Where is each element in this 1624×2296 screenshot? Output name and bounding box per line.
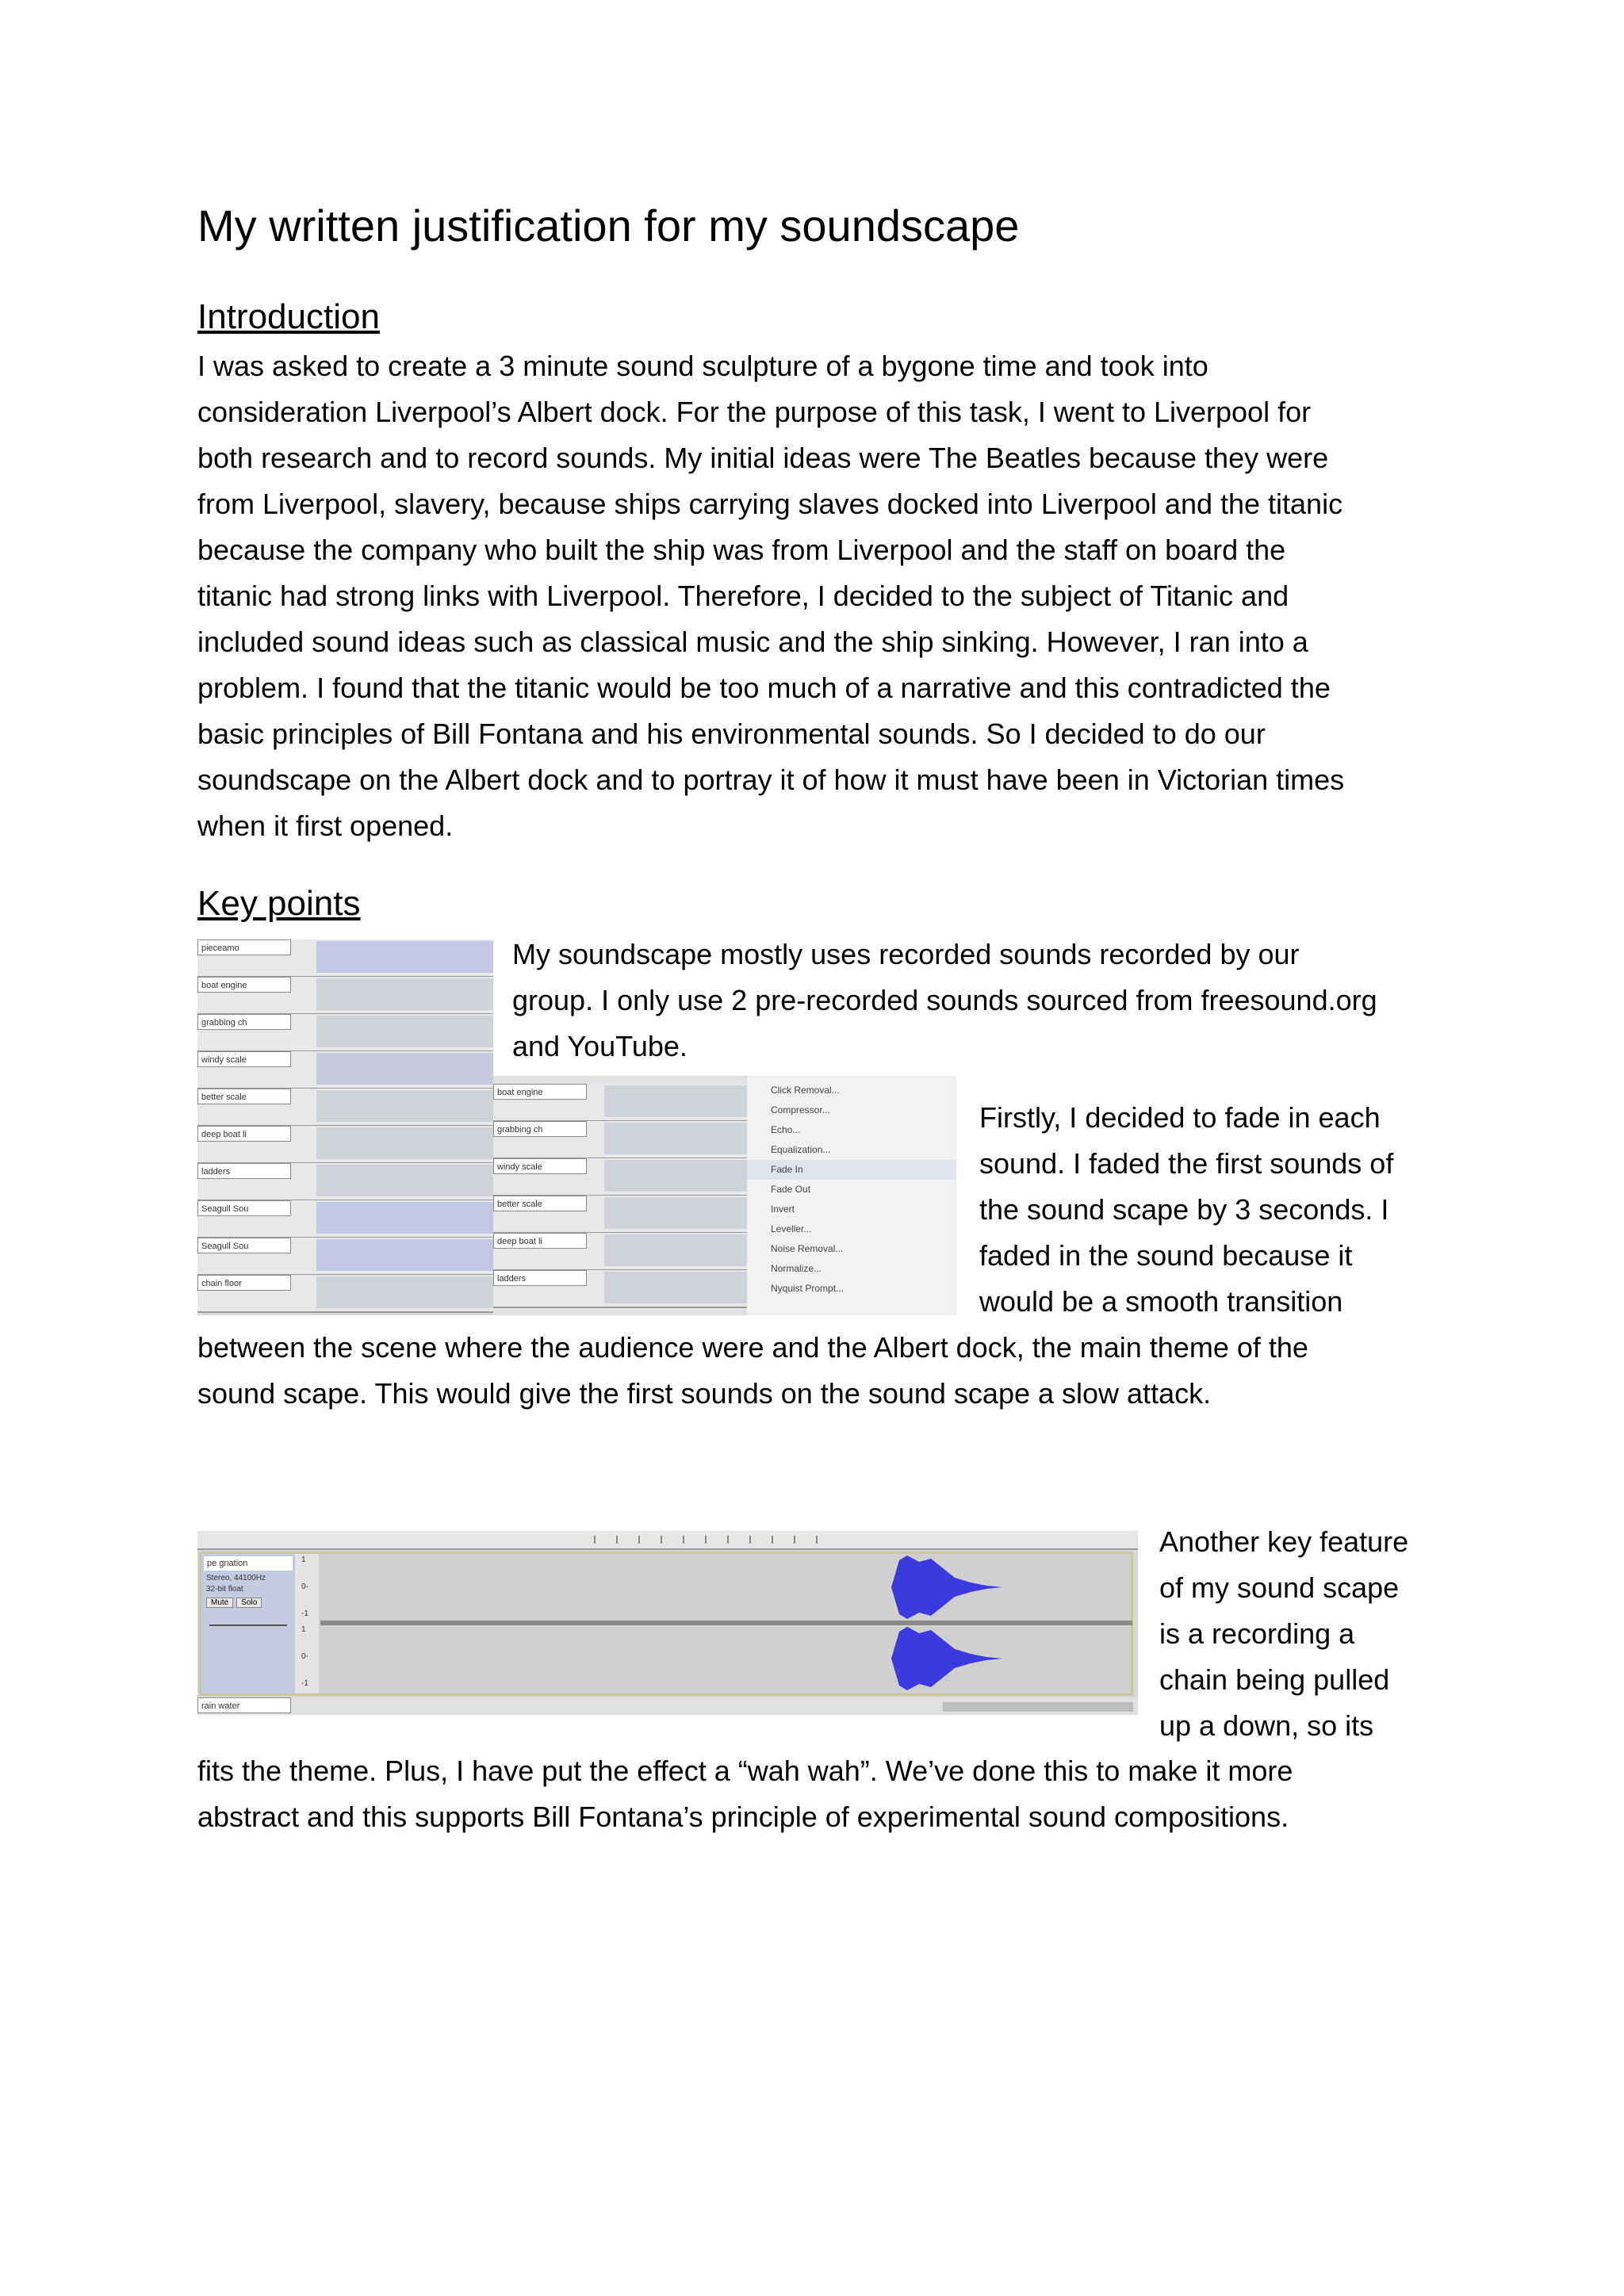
text-line: and YouTube. — [512, 1030, 688, 1062]
track-label: better scale — [197, 1089, 291, 1104]
text-line: basic principles of Bill Fontana and his environmental sounds. So I decided to do our — [197, 718, 1266, 750]
text-line: between the scene where the audience were and the Albert dock, the main theme of the — [197, 1331, 1308, 1364]
scale-label: -1 — [301, 1609, 308, 1618]
text-line: is a recording a — [1159, 1617, 1355, 1650]
text-line: faded in the sound because it — [979, 1239, 1353, 1272]
track-name: pe gnation — [204, 1556, 293, 1571]
text-line: included sound ideas such as classical music and the ship sinking. However, I ran into a — [197, 626, 1308, 658]
text-line: My soundscape mostly uses recorded sounds recorded by our — [512, 938, 1300, 970]
key-points-paragraph-3-wrapped — [1159, 1519, 1408, 1749]
menu-item: Equalization... — [771, 1144, 831, 1155]
track-label: better scale — [493, 1196, 587, 1211]
text-line: both research and to record sounds. My initial ideas were The Beatles because they were — [197, 442, 1329, 474]
track-label: boat engine — [493, 1084, 587, 1100]
introduction-paragraph — [197, 343, 1344, 849]
text-line: sound scape. This would give the first sounds on the sound scape a slow attack. — [197, 1377, 1212, 1410]
track-label: grabbing ch — [493, 1121, 587, 1137]
text-line: problem. I found that the titanic would be too much of a narrative and this contradicted the — [197, 672, 1331, 704]
key-points-paragraph-2-full — [197, 1325, 1308, 1417]
bottom-track — [197, 1697, 1138, 1715]
text-line: group. I only use 2 pre-recorded sounds sourced from freesound.org — [512, 984, 1377, 1016]
mute-button: Mute — [206, 1598, 233, 1608]
menu-item: Noise Removal... — [771, 1243, 844, 1254]
track-label: windy scale — [197, 1051, 291, 1067]
scale-label: 1 — [301, 1625, 306, 1634]
audacity-tracks-screenshot — [197, 939, 493, 1315]
track-label: pieceamo — [197, 939, 291, 955]
text-line: the sound scape by 3 seconds. I — [979, 1193, 1389, 1226]
track-info: Stereo, 44100Hz — [206, 1574, 266, 1582]
text-line: soundscape on the Albert dock and to portray it of how it must have been in Victorian times — [197, 763, 1345, 796]
text-line: would be a smooth transition — [979, 1285, 1343, 1318]
track-label: windy scale — [493, 1158, 587, 1174]
track-label: rain water — [197, 1697, 291, 1713]
track-label: deep boat li — [493, 1233, 587, 1249]
text-line: of my sound scape — [1159, 1571, 1400, 1604]
menu-item: Normalize... — [771, 1263, 822, 1274]
timeline-ruler — [197, 1531, 1138, 1550]
track-control-panel — [201, 1554, 295, 1693]
text-line: because the company who built the ship was from Liverpool and the staff on board the — [197, 534, 1286, 566]
vertical-scale — [295, 1554, 319, 1693]
text-line: when it first opened. — [197, 809, 454, 842]
solo-button: Solo — [236, 1598, 262, 1608]
text-line: chain being pulled — [1159, 1663, 1390, 1696]
scale-label: 1 — [301, 1556, 306, 1564]
scale-label: -1 — [301, 1679, 308, 1688]
audacity-effect-menu-screenshot — [493, 1076, 956, 1315]
text-line: titanic had strong links with Liverpool. Therefore, I decided to the subject of Titanic and — [197, 580, 1289, 612]
scale-label: 0- — [301, 1582, 308, 1591]
text-line: sound. I faded the first sounds of — [979, 1147, 1394, 1180]
key-points-paragraph-2-wrapped — [979, 1095, 1393, 1325]
track-label: grabbing ch — [197, 1014, 291, 1030]
page-title: My written justification for my soundscape — [197, 201, 1020, 251]
effect-menu — [747, 1076, 956, 1315]
track-label: deep boat li — [197, 1126, 291, 1142]
track-info: 32-bit float — [206, 1585, 243, 1594]
menu-item-selected: Fade In — [747, 1160, 956, 1180]
scale-label: 0- — [301, 1652, 308, 1661]
text-line: up a down, so its — [1159, 1709, 1374, 1742]
track-label: Seagull Sou — [197, 1238, 291, 1253]
key-points-heading: Key points — [197, 884, 361, 923]
menu-item: Echo... — [771, 1124, 801, 1135]
key-points-paragraph-1 — [512, 932, 1377, 1070]
menu-item: Leveller... — [771, 1223, 812, 1234]
text-line: from Liverpool, slavery, because ships carrying slaves docked into Liverpool and the titanic — [197, 488, 1343, 520]
menu-item: Compressor... — [771, 1104, 830, 1115]
audacity-waveform-screenshot — [197, 1531, 1138, 1715]
menu-item: Click Removal... — [771, 1085, 840, 1096]
track-label: Seagull Sou — [197, 1200, 291, 1216]
text-line: Another key feature — [1159, 1525, 1409, 1558]
gain-slider — [209, 1624, 287, 1626]
selected-track — [199, 1552, 1133, 1696]
track-label: ladders — [493, 1270, 587, 1286]
track-label: ladders — [197, 1163, 291, 1179]
text-line: Firstly, I decided to fade in each — [979, 1101, 1381, 1134]
menu-item: Fade Out — [771, 1184, 811, 1195]
text-line: I was asked to create a 3 minute sound sculpture of a bygone time and took into — [197, 350, 1208, 382]
waveform-burst — [891, 1554, 1050, 1693]
menu-item: Invert — [771, 1203, 795, 1215]
text-line: fits the theme. Plus, I have put the effect a “wah wah”. We’ve done this to make it more — [197, 1755, 1293, 1787]
track-label: chain floor — [197, 1275, 291, 1291]
track-label: boat engine — [197, 977, 291, 993]
text-line: abstract and this supports Bill Fontana’s principle of experimental sound compositions. — [197, 1800, 1289, 1833]
menu-item: Nyquist Prompt... — [771, 1283, 845, 1294]
key-points-paragraph-3-full — [197, 1748, 1293, 1840]
introduction-heading: Introduction — [197, 297, 380, 336]
text-line: consideration Liverpool’s Albert dock. For the purpose of this task, I went to Liverpool for — [197, 396, 1312, 428]
